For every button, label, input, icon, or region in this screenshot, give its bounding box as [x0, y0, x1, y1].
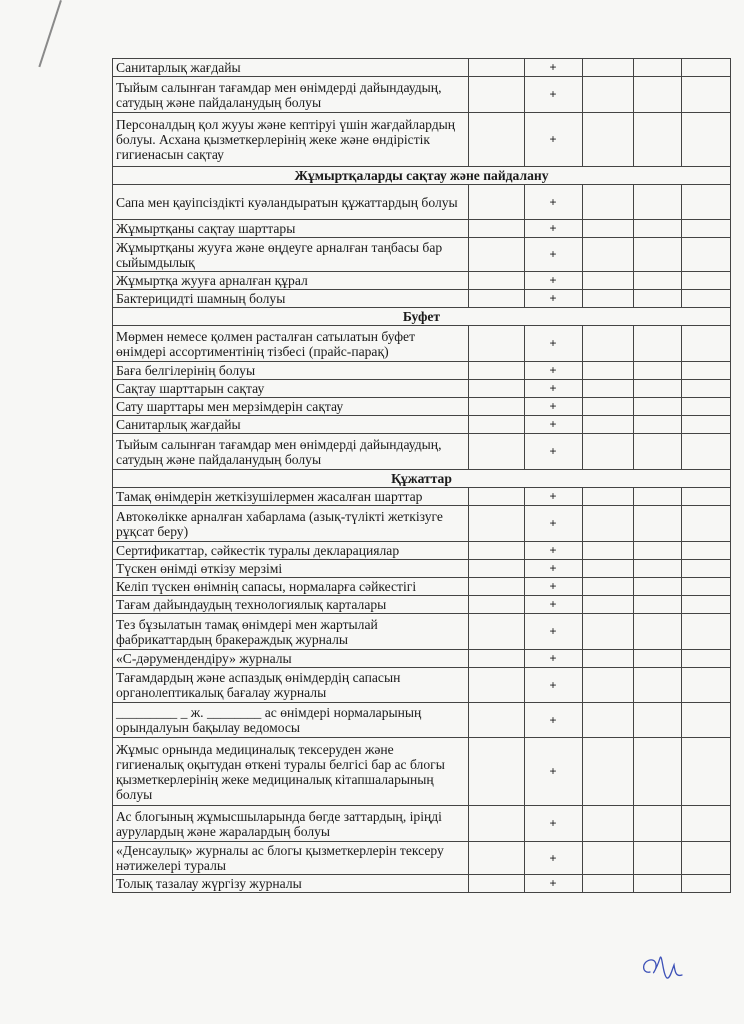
empty-cell — [583, 506, 634, 542]
checklist-body — [113, 59, 731, 893]
empty-cell — [682, 488, 731, 506]
empty-cell — [682, 738, 731, 806]
empty-cell — [583, 560, 634, 578]
empty-cell — [634, 542, 682, 560]
checklist-table — [112, 58, 731, 893]
empty-cell — [469, 220, 525, 238]
empty-cell — [682, 238, 731, 272]
empty-cell — [682, 875, 731, 893]
checklist-row — [113, 842, 731, 875]
empty-cell — [634, 380, 682, 398]
section-title: Құжаттар — [113, 470, 731, 488]
checklist-row — [113, 238, 731, 272]
section-header-row — [113, 470, 731, 488]
checklist-row — [113, 578, 731, 596]
empty-cell — [682, 434, 731, 470]
empty-cell — [634, 650, 682, 668]
empty-cell — [469, 488, 525, 506]
section-title: Буфет — [113, 308, 731, 326]
empty-cell — [583, 290, 634, 308]
item-text: _________ _ ж. ________ ас өнімдері нормаларының орындалуын бақылау ведомосы — [113, 703, 469, 738]
check-mark: + — [525, 560, 583, 578]
empty-cell — [634, 398, 682, 416]
empty-cell — [469, 842, 525, 875]
item-text: Тамақ өнімдерін жеткізушілермен жасалған шарттар — [113, 488, 469, 506]
empty-cell — [469, 703, 525, 738]
empty-cell — [634, 703, 682, 738]
check-mark: + — [525, 542, 583, 560]
empty-cell — [682, 362, 731, 380]
empty-cell — [682, 842, 731, 875]
checklist-row — [113, 290, 731, 308]
empty-cell — [469, 398, 525, 416]
empty-cell — [469, 77, 525, 113]
item-text: Ас блогының жұмысшыларында бөгде заттардың, іріңді аурулардың және жаралардың болуы — [113, 806, 469, 842]
empty-cell — [682, 560, 731, 578]
checklist-row — [113, 434, 731, 470]
checklist-row — [113, 77, 731, 113]
item-text: «С-дәрумендендіру» журналы — [113, 650, 469, 668]
checklist-row — [113, 738, 731, 806]
empty-cell — [583, 113, 634, 167]
empty-cell — [682, 220, 731, 238]
empty-cell — [634, 596, 682, 614]
item-text: Тағам дайындаудың технологиялық карталары — [113, 596, 469, 614]
check-mark: + — [525, 220, 583, 238]
empty-cell — [634, 614, 682, 650]
empty-cell — [583, 77, 634, 113]
checklist-row — [113, 703, 731, 738]
item-text: Тез бұзылатын тамақ өнімдері мен жартылай фабрикаттардың бракераждық журналы — [113, 614, 469, 650]
empty-cell — [583, 238, 634, 272]
empty-cell — [583, 650, 634, 668]
empty-cell — [583, 434, 634, 470]
empty-cell — [469, 560, 525, 578]
empty-cell — [682, 578, 731, 596]
item-text: Тағамдардың және аспаздық өнімдердің сапасын органолептикалық бағалау журналы — [113, 668, 469, 703]
empty-cell — [682, 703, 731, 738]
empty-cell — [469, 113, 525, 167]
empty-cell — [583, 668, 634, 703]
item-text: Жұмыртқаны жууға және өңдеуге арналған таңбасы бар сыйымдылық — [113, 238, 469, 272]
item-text: Автокөлікке арналған хабарлама (азық-түлікті жеткізуге рұқсат беру) — [113, 506, 469, 542]
check-mark: + — [525, 434, 583, 470]
empty-cell — [469, 272, 525, 290]
empty-cell — [634, 185, 682, 220]
check-mark: + — [525, 806, 583, 842]
item-text: Санитарлық жағдайы — [113, 59, 469, 77]
check-mark: + — [525, 77, 583, 113]
empty-cell — [469, 59, 525, 77]
empty-cell — [682, 290, 731, 308]
checklist-row — [113, 650, 731, 668]
check-mark: + — [525, 380, 583, 398]
item-text: Сапа мен қауіпсіздікті куәландыратын құжаттардың болуы — [113, 185, 469, 220]
empty-cell — [583, 614, 634, 650]
empty-cell — [469, 668, 525, 703]
empty-cell — [682, 380, 731, 398]
empty-cell — [634, 434, 682, 470]
checklist-row — [113, 806, 731, 842]
empty-cell — [682, 77, 731, 113]
item-text: Баға белгілерінің болуы — [113, 362, 469, 380]
checklist-row — [113, 185, 731, 220]
item-text: Жұмыс орнында медициналық тексеруден және гигиеналық оқытудан өткені туралы белгісі бар ас блогы қызметкерлерінің жеке медициналық кітапшаларының болуы — [113, 738, 469, 806]
check-mark: + — [525, 614, 583, 650]
checklist-row — [113, 875, 731, 893]
empty-cell — [469, 650, 525, 668]
empty-cell — [634, 875, 682, 893]
item-text: Жұмыртқа жууға арналған құрал — [113, 272, 469, 290]
empty-cell — [682, 326, 731, 362]
empty-cell — [634, 668, 682, 703]
empty-cell — [682, 113, 731, 167]
empty-cell — [583, 398, 634, 416]
item-text: Түскен өнімді өткізу мерзімі — [113, 560, 469, 578]
empty-cell — [634, 738, 682, 806]
item-text: Толық тазалау жүргізу журналы — [113, 875, 469, 893]
check-mark: + — [525, 290, 583, 308]
empty-cell — [469, 614, 525, 650]
check-mark: + — [525, 326, 583, 362]
checklist-row — [113, 362, 731, 380]
empty-cell — [583, 220, 634, 238]
checklist-sheet — [112, 58, 682, 893]
checklist-row — [113, 668, 731, 703]
check-mark: + — [525, 398, 583, 416]
check-mark: + — [525, 488, 583, 506]
empty-cell — [682, 506, 731, 542]
empty-cell — [634, 806, 682, 842]
empty-cell — [583, 738, 634, 806]
empty-cell — [469, 596, 525, 614]
check-mark: + — [525, 578, 583, 596]
empty-cell — [469, 806, 525, 842]
checklist-row — [113, 614, 731, 650]
check-mark: + — [525, 875, 583, 893]
empty-cell — [469, 875, 525, 893]
empty-cell — [634, 59, 682, 77]
empty-cell — [634, 326, 682, 362]
empty-cell — [682, 272, 731, 290]
empty-cell — [634, 220, 682, 238]
empty-cell — [583, 185, 634, 220]
empty-cell — [469, 738, 525, 806]
empty-cell — [634, 842, 682, 875]
page-edge — [38, 0, 62, 67]
checklist-row — [113, 59, 731, 77]
item-text: Тыйым салынған тағамдар мен өнімдерді дайындаудың, сатудың және пайдаланудың болуы — [113, 77, 469, 113]
checklist-row — [113, 416, 731, 434]
empty-cell — [682, 668, 731, 703]
item-text: Персоналдың қол жууы және кептіруі үшін жағдайлардың болуы. Асхана қызметкерлерінің жеке және өндірістік гигиенасын сақтау — [113, 113, 469, 167]
signature-mark — [636, 948, 686, 988]
empty-cell — [469, 434, 525, 470]
empty-cell — [634, 362, 682, 380]
item-text: Келіп түскен өнімнің сапасы, нормаларға сәйкестігі — [113, 578, 469, 596]
check-mark: + — [525, 113, 583, 167]
check-mark: + — [525, 703, 583, 738]
empty-cell — [634, 488, 682, 506]
section-header-row — [113, 167, 731, 185]
empty-cell — [469, 578, 525, 596]
checklist-row — [113, 506, 731, 542]
empty-cell — [583, 380, 634, 398]
empty-cell — [682, 596, 731, 614]
check-mark: + — [525, 738, 583, 806]
empty-cell — [583, 362, 634, 380]
empty-cell — [682, 185, 731, 220]
item-text: Тыйым салынған тағамдар мен өнімдерді дайындаудың, сатудың және пайдаланудың болуы — [113, 434, 469, 470]
check-mark: + — [525, 185, 583, 220]
empty-cell — [583, 326, 634, 362]
empty-cell — [583, 488, 634, 506]
item-text: «Денсаулық» журналы ас блогы қызметкерлерін тексеру нәтижелері туралы — [113, 842, 469, 875]
empty-cell — [634, 77, 682, 113]
empty-cell — [583, 59, 634, 77]
empty-cell — [634, 113, 682, 167]
checklist-row — [113, 596, 731, 614]
item-text: Санитарлық жағдайы — [113, 416, 469, 434]
empty-cell — [682, 59, 731, 77]
item-text: Мөрмен немесе қолмен расталған сатылатын буфет өнімдері ассортиментінің тізбесі (прайс-парақ) — [113, 326, 469, 362]
empty-cell — [634, 238, 682, 272]
item-text: Жұмыртқаны сақтау шарттары — [113, 220, 469, 238]
check-mark: + — [525, 416, 583, 434]
checklist-row — [113, 542, 731, 560]
checklist-row — [113, 326, 731, 362]
empty-cell — [469, 326, 525, 362]
empty-cell — [469, 185, 525, 220]
empty-cell — [583, 703, 634, 738]
empty-cell — [682, 806, 731, 842]
section-title: Жұмыртқаларды сақтау және пайдалану — [113, 167, 731, 185]
item-text: Сертификаттар, сәйкестік туралы декларациялар — [113, 542, 469, 560]
empty-cell — [583, 596, 634, 614]
empty-cell — [469, 506, 525, 542]
check-mark: + — [525, 59, 583, 77]
checklist-row — [113, 488, 731, 506]
empty-cell — [634, 272, 682, 290]
empty-cell — [634, 416, 682, 434]
empty-cell — [583, 842, 634, 875]
empty-cell — [469, 380, 525, 398]
empty-cell — [583, 542, 634, 560]
empty-cell — [469, 290, 525, 308]
empty-cell — [682, 398, 731, 416]
check-mark: + — [525, 668, 583, 703]
empty-cell — [634, 578, 682, 596]
check-mark: + — [525, 238, 583, 272]
checklist-row — [113, 398, 731, 416]
check-mark: + — [525, 650, 583, 668]
item-text: Бактерицидті шамның болуы — [113, 290, 469, 308]
empty-cell — [469, 416, 525, 434]
empty-cell — [583, 875, 634, 893]
empty-cell — [583, 416, 634, 434]
item-text: Сақтау шарттарын сақтау — [113, 380, 469, 398]
checklist-row — [113, 560, 731, 578]
empty-cell — [634, 290, 682, 308]
check-mark: + — [525, 272, 583, 290]
section-header-row — [113, 308, 731, 326]
checklist-row — [113, 272, 731, 290]
empty-cell — [469, 238, 525, 272]
item-text: Сату шарттары мен мерзімдерін сақтау — [113, 398, 469, 416]
empty-cell — [682, 542, 731, 560]
check-mark: + — [525, 506, 583, 542]
empty-cell — [469, 542, 525, 560]
empty-cell — [583, 578, 634, 596]
checklist-row — [113, 220, 731, 238]
empty-cell — [682, 614, 731, 650]
checklist-row — [113, 380, 731, 398]
empty-cell — [634, 506, 682, 542]
check-mark: + — [525, 596, 583, 614]
check-mark: + — [525, 362, 583, 380]
empty-cell — [634, 560, 682, 578]
check-mark: + — [525, 842, 583, 875]
checklist-row — [113, 113, 731, 167]
empty-cell — [682, 650, 731, 668]
empty-cell — [682, 416, 731, 434]
empty-cell — [583, 806, 634, 842]
empty-cell — [583, 272, 634, 290]
empty-cell — [469, 362, 525, 380]
